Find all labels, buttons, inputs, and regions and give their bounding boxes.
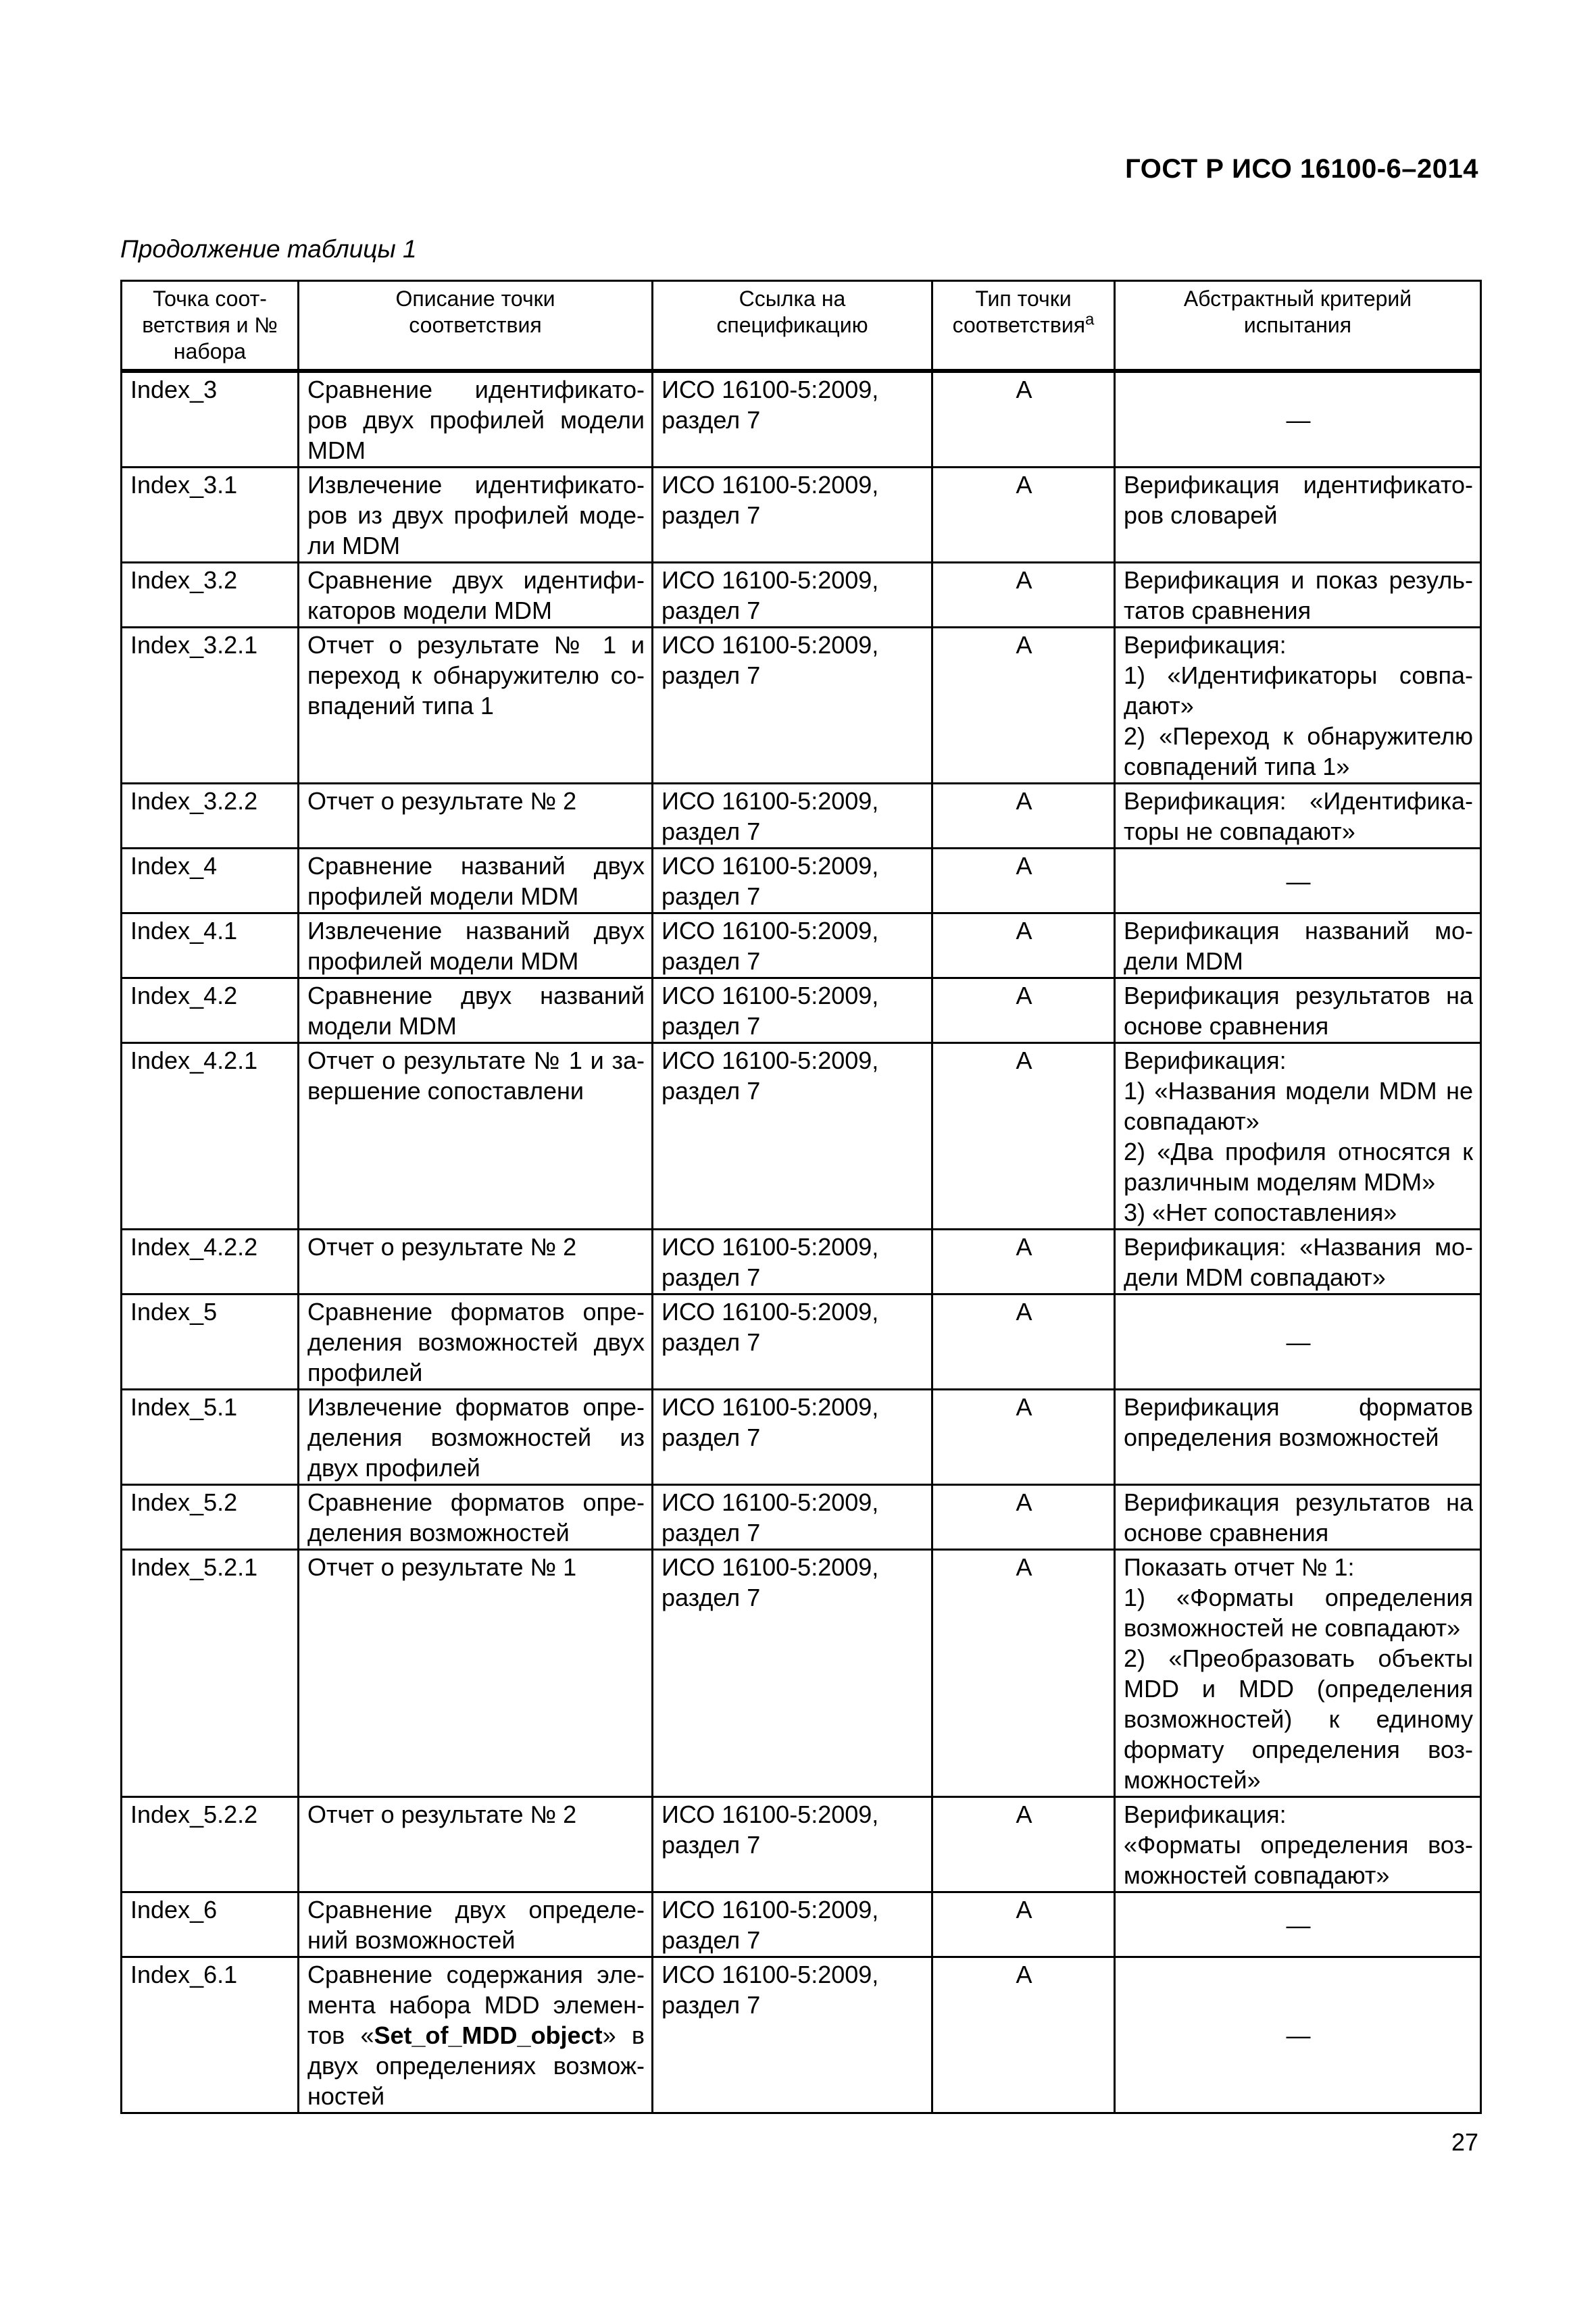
cell-point: Index_3.2.1: [122, 628, 299, 784]
cell-description: Отчет о результате № 1: [299, 1550, 653, 1797]
conformance-table: [120, 280, 1482, 2114]
cell-description: [299, 1957, 653, 2113]
cell-type: А: [932, 849, 1115, 913]
table-continuation-label: Продолжение таблицы 1: [120, 235, 417, 263]
cell-description: Сравнение идентификато-ров двух профилей модели MDM: [299, 371, 653, 468]
cell-criteria: Верификация: «Названия мо-дели MDM совпадают»: [1115, 1230, 1481, 1294]
cell-reference: ИСО 16100-5:2009, раздел 7: [653, 1892, 932, 1957]
cell-criteria: Верификация идентификато-ров словарей: [1115, 468, 1481, 563]
cell-description: Сравнение форматов опре-деления возможностей: [299, 1485, 653, 1550]
description-text: » в двух определениях возмож-ностей: [307, 2021, 645, 2110]
table-row: [122, 978, 1481, 1043]
cell-reference: ИСО 16100-5:2009, раздел 7: [653, 628, 932, 784]
cell-type: А: [932, 468, 1115, 563]
cell-type: А: [932, 628, 1115, 784]
document-code: ГОСТ Р ИСО 16100-6–2014: [1125, 154, 1478, 184]
cell-criteria: Верификация: «Форматы определения воз-можностей совпадают»: [1115, 1797, 1481, 1892]
cell-reference: ИСО 16100-5:2009, раздел 7: [653, 849, 932, 913]
cell-type: А: [932, 563, 1115, 628]
cell-type: А: [932, 784, 1115, 849]
column-header-reference: Ссылка на спецификацию: [653, 281, 932, 372]
page-number: 27: [1451, 2128, 1478, 2156]
cell-type: А: [932, 978, 1115, 1043]
cell-type: А: [932, 1892, 1115, 1957]
cell-point: Index_4.2: [122, 978, 299, 1043]
cell-type: А: [932, 1294, 1115, 1390]
column-header-description: Описание точки соответствия: [299, 281, 653, 372]
table-row: [122, 563, 1481, 628]
cell-reference: ИСО 16100-5:2009, раздел 7: [653, 1550, 932, 1797]
cell-reference: ИСО 16100-5:2009, раздел 7: [653, 1957, 932, 2113]
cell-point: Index_3.1: [122, 468, 299, 563]
cell-criteria: Верификация: 1) «Названия модели MDM не совпадают» 2) «Два профиля относятся к различным моделям MDM» 3) «Нет сопоставления»: [1115, 1043, 1481, 1230]
column-header-type: [932, 281, 1115, 372]
cell-criteria: Верификация форматов определения возможностей: [1115, 1390, 1481, 1485]
cell-point: Index_4.1: [122, 913, 299, 978]
cell-description: Отчет о результате № 2: [299, 1797, 653, 1892]
cell-reference: ИСО 16100-5:2009, раздел 7: [653, 1485, 932, 1550]
cell-criteria: —: [1115, 371, 1481, 468]
table-row: [122, 913, 1481, 978]
cell-reference: ИСО 16100-5:2009, раздел 7: [653, 1230, 932, 1294]
table-row: [122, 1550, 1481, 1797]
cell-type: А: [932, 1043, 1115, 1230]
table-row: [122, 784, 1481, 849]
column-header-point: Точка соот- ветствия и № набора: [122, 281, 299, 372]
cell-point: Index_5.2.2: [122, 1797, 299, 1892]
cell-criteria: Верификация результатов на основе сравнения: [1115, 1485, 1481, 1550]
object-name: Set_of_MDD_object: [374, 2021, 603, 2049]
cell-criteria: —: [1115, 1892, 1481, 1957]
table-row: [122, 1294, 1481, 1390]
table-header: [122, 281, 1481, 372]
cell-type: А: [932, 1550, 1115, 1797]
cell-type: А: [932, 1957, 1115, 2113]
description-text: Сравнение содержания эле-мента набора MDD элемен-тов «: [307, 1961, 645, 2049]
cell-type: А: [932, 371, 1115, 468]
cell-description: Сравнение форматов опре-деления возможностей двух профилей: [299, 1294, 653, 1390]
cell-description: Отчет о результате № 1 и переход к обнаружителю со-впадений типа 1: [299, 628, 653, 784]
cell-point: Index_4.2.1: [122, 1043, 299, 1230]
cell-point: Index_6: [122, 1892, 299, 1957]
cell-reference: ИСО 16100-5:2009, раздел 7: [653, 1797, 932, 1892]
cell-description: Извлечение идентификато-ров из двух профилей моде-ли MDM: [299, 468, 653, 563]
cell-criteria: Верификация результатов на основе сравнения: [1115, 978, 1481, 1043]
cell-criteria: Верификация: 1) «Идентификаторы совпа-дают» 2) «Переход к обнаружителю совпадений типа 1»: [1115, 628, 1481, 784]
cell-criteria: —: [1115, 1957, 1481, 2113]
cell-reference: ИСО 16100-5:2009, раздел 7: [653, 913, 932, 978]
cell-criteria: Показать отчет № 1: 1) «Форматы определения возможностей не совпадают» 2) «Преобразовать объекты MDD и MDD (определения возможностей) к единому формату определения воз-можностей»: [1115, 1550, 1481, 1797]
cell-type: А: [932, 1390, 1115, 1485]
table-row: [122, 1957, 1481, 2113]
table-row: [122, 468, 1481, 563]
cell-description: Отчет о результате № 1 и за-вершение сопоставлени: [299, 1043, 653, 1230]
table-row: [122, 849, 1481, 913]
cell-description: Сравнение названий двух профилей модели MDM: [299, 849, 653, 913]
cell-point: Index_4: [122, 849, 299, 913]
cell-reference: ИСО 16100-5:2009, раздел 7: [653, 1294, 932, 1390]
column-header-type-text: Тип точки соответствия: [952, 286, 1086, 337]
cell-reference: ИСО 16100-5:2009, раздел 7: [653, 978, 932, 1043]
cell-criteria: Верификация названий мо-дели MDM: [1115, 913, 1481, 978]
cell-description: Извлечение названий двух профилей модели MDM: [299, 913, 653, 978]
cell-point: Index_5.2: [122, 1485, 299, 1550]
cell-reference: ИСО 16100-5:2009, раздел 7: [653, 371, 932, 468]
cell-point: Index_6.1: [122, 1957, 299, 2113]
cell-type: А: [932, 1797, 1115, 1892]
table-row: [122, 1043, 1481, 1230]
table-row: [122, 1390, 1481, 1485]
cell-reference: ИСО 16100-5:2009, раздел 7: [653, 1390, 932, 1485]
cell-description: Сравнение двух идентифи-каторов модели MDM: [299, 563, 653, 628]
cell-reference: ИСО 16100-5:2009, раздел 7: [653, 784, 932, 849]
cell-point: Index_5.2.1: [122, 1550, 299, 1797]
cell-criteria: —: [1115, 1294, 1481, 1390]
cell-description: Отчет о результате № 2: [299, 1230, 653, 1294]
cell-description: Извлечение форматов опре-деления возможностей из двух профилей: [299, 1390, 653, 1485]
column-header-criteria: Абстрактный критерий испытания: [1115, 281, 1481, 372]
cell-point: Index_4.2.2: [122, 1230, 299, 1294]
table-row: [122, 1485, 1481, 1550]
cell-criteria: Верификация: «Идентифика-торы не совпадают»: [1115, 784, 1481, 849]
footnote-marker: а: [1085, 310, 1095, 329]
cell-point: Index_3.2.2: [122, 784, 299, 849]
table-row: [122, 1892, 1481, 1957]
cell-criteria: Верификация и показ резуль-татов сравнения: [1115, 563, 1481, 628]
cell-type: А: [932, 1230, 1115, 1294]
table-row: [122, 628, 1481, 784]
cell-point: Index_3: [122, 371, 299, 468]
cell-point: Index_5: [122, 1294, 299, 1390]
cell-reference: ИСО 16100-5:2009, раздел 7: [653, 1043, 932, 1230]
cell-reference: ИСО 16100-5:2009, раздел 7: [653, 468, 932, 563]
cell-criteria: —: [1115, 849, 1481, 913]
cell-reference: ИСО 16100-5:2009, раздел 7: [653, 563, 932, 628]
table-body: [122, 371, 1481, 2113]
cell-description: Отчет о результате № 2: [299, 784, 653, 849]
table-row: [122, 1797, 1481, 1892]
cell-description: Сравнение двух определе-ний возможностей: [299, 1892, 653, 1957]
cell-type: А: [932, 913, 1115, 978]
cell-point: Index_3.2: [122, 563, 299, 628]
table-row: [122, 371, 1481, 468]
cell-point: Index_5.1: [122, 1390, 299, 1485]
table-row: [122, 1230, 1481, 1294]
cell-description: Сравнение двух названий модели MDM: [299, 978, 653, 1043]
cell-type: А: [932, 1485, 1115, 1550]
